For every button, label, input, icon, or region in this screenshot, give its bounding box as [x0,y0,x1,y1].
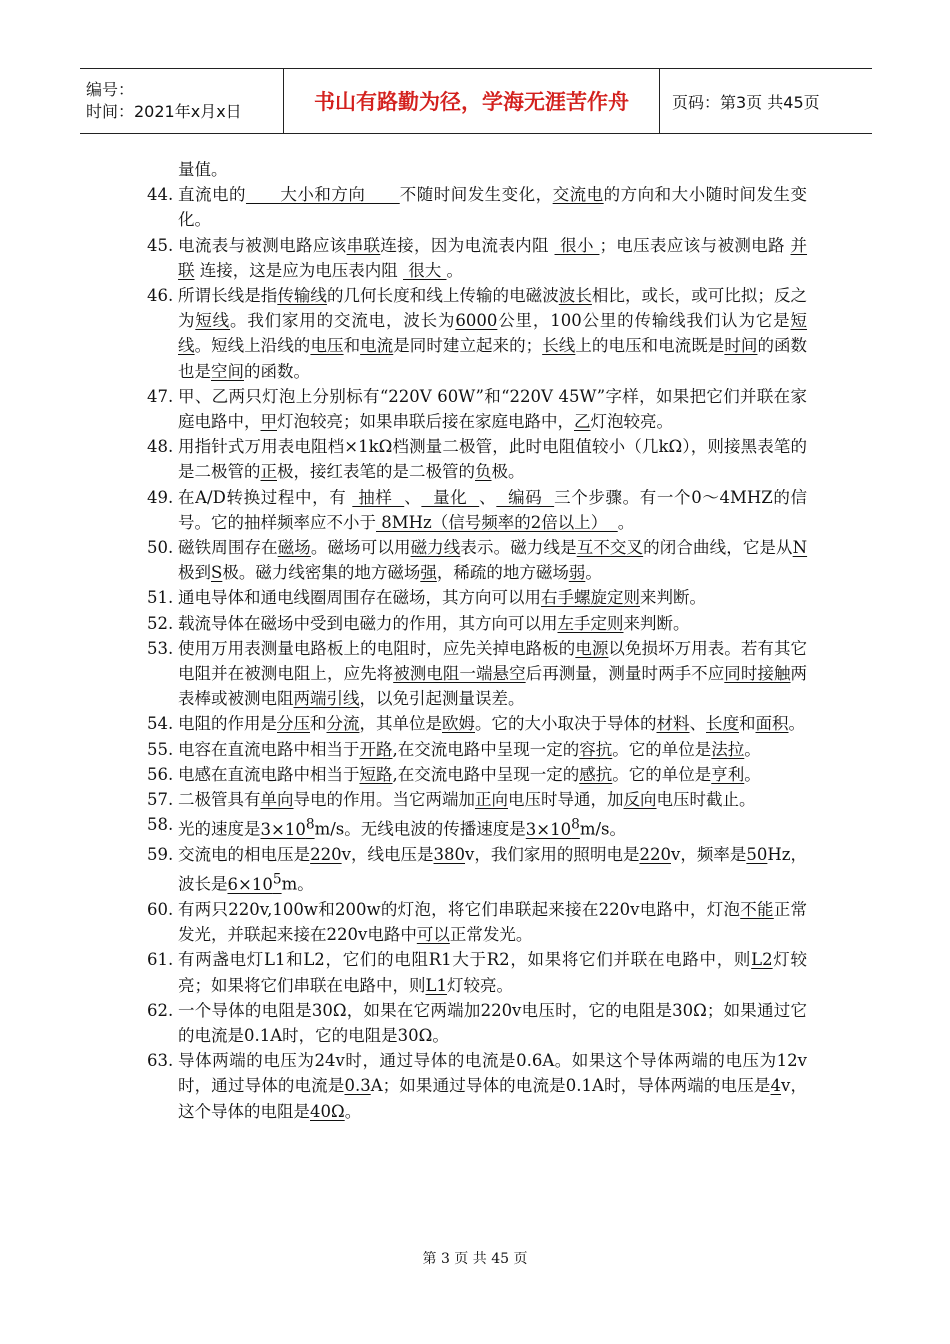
question-number: 57. [147,790,174,810]
question-text: 有两盏电灯L1和L2，它们的电阻R1大于R2，如果将它们并联在电路中，则L2灯较亮；如果将它们串联在电路中，则L1灯较亮。 [178,950,807,995]
answer-blank: 亨利 [711,764,745,784]
page-footer: 第 3 页 共 45 页 [422,1251,528,1267]
answer-blank: 反向 [623,790,657,810]
question-number: 44. [147,185,174,205]
question-number: 50. [147,538,174,558]
question-item [147,233,807,283]
question-number: 48. [147,437,174,457]
serial-label: 编号： [86,80,135,99]
answer-blank: 正 [260,462,277,482]
answer-blank: 380 [433,844,466,864]
question-number: 51. [147,588,174,608]
question-item [147,182,807,232]
answer-blank: 感抗 [579,764,613,784]
answer-blank: 抽样 [352,487,405,507]
question-text: 电流表与被测电路应该串联连接，因为电流表内阻 很小 ；电压表应该与被测电路 并联 连接，这是应为电压表内阻 很大 。 [178,235,808,280]
answer-blank: 很大 [403,260,447,280]
answer-blank: 电压 [310,336,344,356]
answer-blank: 大小和方向 [245,185,400,205]
question-item [147,897,807,947]
answer-blank: 交流电 [552,185,604,205]
answer-blank: 空间 [211,361,244,381]
question-number: 61. [147,950,174,970]
question-item [147,434,807,484]
answer-blank: 可以 [416,925,450,945]
answer-blank: 右手螺旋定则 [541,588,640,608]
question-number: 47. [147,386,174,406]
answer-blank: N [792,538,808,558]
answer-blank: 0.3 [344,1076,371,1096]
question-number: 54. [147,714,174,734]
answer-blank: 互不交叉 [576,538,644,558]
question-text: 有两只220v,100w和200w的灯泡，将它们串联起来接在220v电路中，灯泡不能正常发光，并联起来接在220v电路中可以正常发光。 [178,899,808,945]
question-item [147,812,807,842]
document-body [147,157,807,1124]
answer-blank: 很小 [554,235,600,255]
question-number: 58. [147,815,174,835]
answer-blank: 短路 [359,764,393,784]
answer-blank: 分压 [277,714,310,734]
question-text: 所谓长线是指传输线的几何长度和线上传输的电磁波波长相比，或长，或可比拟；反之为短线。我们家用的交流电，波长为6000公里，100公里的传输线我们认为它是短线。短线上沿线的电压和电流是同时建立起来的；长线上的电压和电流既是时间的函数也是空间的函数。 [178,286,808,381]
answer-blank: 8MHz（信号频率的2倍以上） [376,512,618,532]
header-meta [80,69,284,133]
question-item [147,283,807,384]
question-text: 电阻的作用是分压和分流，其单位是欧姆。它的大小取决于导体的材料、长度和面积。 [178,714,805,734]
question-text: 用指针式万用表电阻档×1kΩ档测量二极管，此时电阻值较小（几kΩ），则接黑表笔的是二极管的正极，接红表笔的是二极管的负极。 [178,437,807,482]
question-number: 46. [147,286,174,306]
answer-blank: 强 [420,563,437,583]
answer-blank: 不能 [740,899,774,919]
answer-blank: 40Ω [310,1101,345,1121]
answer-blank: 并联 [178,235,808,280]
answer-blank: 正向 [475,790,508,810]
answer-blank: 短线 [195,311,231,331]
question-item [147,947,807,997]
question-text: 电容在直流电路中相当于开路,在交流电路中呈现一定的容抗。它的单位是法拉。 [178,739,761,759]
question-number: 45. [147,235,174,255]
answer-blank: 单向 [260,790,294,810]
answer-blank: 电流 [360,336,394,356]
answer-blank: 编码 [496,487,555,507]
answer-blank: 材料 [656,714,690,734]
answer-blank: S [211,563,223,583]
question-text: 在A/D转换过程中，有 抽样 、 量化 、 编码 三个步骤。有一个0～4MHZ的信号。它的抽样频率应不小于 8MHz（信号频率的2倍以上） 。 [178,487,807,532]
answer-blank: 分流 [326,714,360,734]
question-text: 直流电的 大小和方向 不随时间发生变化，交流电的方向和大小随时间发生变化。 [178,185,808,230]
answer-blank: 磁场 [277,538,311,558]
date-label: 时间：2021年x月x日 [86,102,242,121]
question-text: 导体两端的电压为24v时，通过导体的电流是0.6A。如果这个导体两端的电压为12v时，通过导体的电流是0.3A；如果通过导体的电流是0.1A时，导体两端的电压是4v，这个导体的电阻是40Ω。 [178,1051,807,1121]
question-text: 载流导体在磁场中受到电磁力的作用，其方向可以用左手定则来判断。 [178,613,690,633]
question-item [147,1048,807,1124]
answer-blank: 法拉 [711,739,745,759]
answer-blank: L2 [751,950,773,970]
answer-blank: 容抗 [579,739,613,759]
question-text: 磁铁周围存在磁场。磁场可以用磁力线表示。磁力线是互不交叉的闭合曲线，它是从N极到S极。磁力线密集的地方磁场强，稀疏的地方磁场弱。 [178,538,808,583]
question-number: 53. [147,638,174,658]
question-number: 63. [147,1051,174,1071]
answer-blank: 被测电阻一端悬空 [393,664,526,684]
answer-blank: 磁力线 [410,538,461,558]
question-number: 62. [147,1000,174,1020]
answer-blank: 220 [310,844,342,864]
header-motto [284,69,660,133]
answer-blank: L1 [425,975,447,995]
continued-text: 量值。 [178,160,228,179]
answer-blank: 短线 [178,311,808,356]
question-number: 56. [147,764,174,784]
question-number: 59. [147,844,174,864]
question-text: 一个导体的电阻是30Ω，如果在它两端加220v电压时，它的电阻是30Ω；如果通过它的电流是0.1A时，它的电阻是30Ω。 [178,1000,807,1045]
question-text: 光的速度是$3\times 10^8m/s$。无线电波的传播速度是$3\times 10^8m/s$。 [178,816,627,839]
answer-blank: 左手定则 [557,613,624,633]
question-number: 60. [147,899,174,919]
question-item [147,485,807,535]
answer-blank: 甲 [260,412,277,432]
motto-text: 书山有路勤为径，学海无涯苦作舟 [314,90,629,114]
answer-blank: 4 [770,1076,782,1096]
answer-blank: 面积 [755,714,789,734]
question-item [147,787,807,812]
answer-blank: $6\times 10^5$ [227,871,282,894]
page-label: 页码：第3页 共45页 [672,92,820,112]
question-number: 52. [147,613,174,633]
answer-blank: 长度 [706,714,739,734]
question-number: 49. [147,487,174,507]
answer-blank: 量化 [421,487,480,507]
answer-blank: $3\times 10^8$ [525,816,580,839]
question-item [147,611,807,636]
answer-blank: 电源 [575,638,609,658]
question-item [147,737,807,762]
answer-blank: 弱 [568,563,586,583]
question-item [147,535,807,585]
answer-blank: 波长 [558,286,592,306]
answer-blank: 串联 [346,235,381,255]
answer-blank: 两端引线 [293,689,360,709]
question-item [147,585,807,610]
question-item [147,384,807,434]
question-text: 电感在直流电路中相当于短路,在交流电路中呈现一定的感抗。它的单位是亨利。 [178,764,761,784]
answer-blank: 欧姆 [442,714,475,734]
question-item [147,636,807,712]
answer-blank: 220 [639,844,671,864]
answer-blank: 负 [475,462,492,482]
question-text: 使用万用表测量电路板上的电阻时，应先关掉电路板的电源以免损坏万用表。若有其它电阻并在被测电阻上，应先将被测电阻一端悬空后再测量，测量时两手不应同时接触两表棒或被测电阻两端引线，以免引起测量误差。 [178,638,808,709]
answer-blank: 时间 [724,336,758,356]
header-page-info [660,69,872,133]
answer-blank: $3\times 10^8$ [260,816,315,839]
answer-blank: 乙 [574,412,591,432]
question-number: 55. [147,739,174,759]
answer-blank: 同时接触 [724,664,791,684]
question-text: 通电导体和通电线圈周围存在磁场，其方向可以用右手螺旋定则来判断。 [178,588,706,608]
answer-blank: 长线 [542,336,576,356]
answer-blank: 6000 [455,311,498,331]
question-item [147,762,807,787]
question-item [147,842,807,897]
answer-blank: 传输线 [277,286,327,306]
page-header [80,68,872,134]
question-text: 交流电的相电压是220v，线电压是380v，我们家用的照明电是220v，频率是50Hz，波长是$6\times 10^5m$。 [178,844,807,894]
question-text: 二极管具有单向导电的作用。当它两端加正向电压时导通，加反向电压时截止。 [178,790,756,810]
answer-blank: 开路 [359,739,393,759]
question-text: 甲、乙两只灯泡上分别标有“220V 60W”和“220V 45W”字样，如果把它们并联在家庭电路中，甲灯泡较亮；如果串联后接在家庭电路中，乙灯泡较亮。 [178,386,807,432]
answer-blank: 50 [746,844,768,864]
question-item [147,998,807,1048]
question-item [147,711,807,736]
